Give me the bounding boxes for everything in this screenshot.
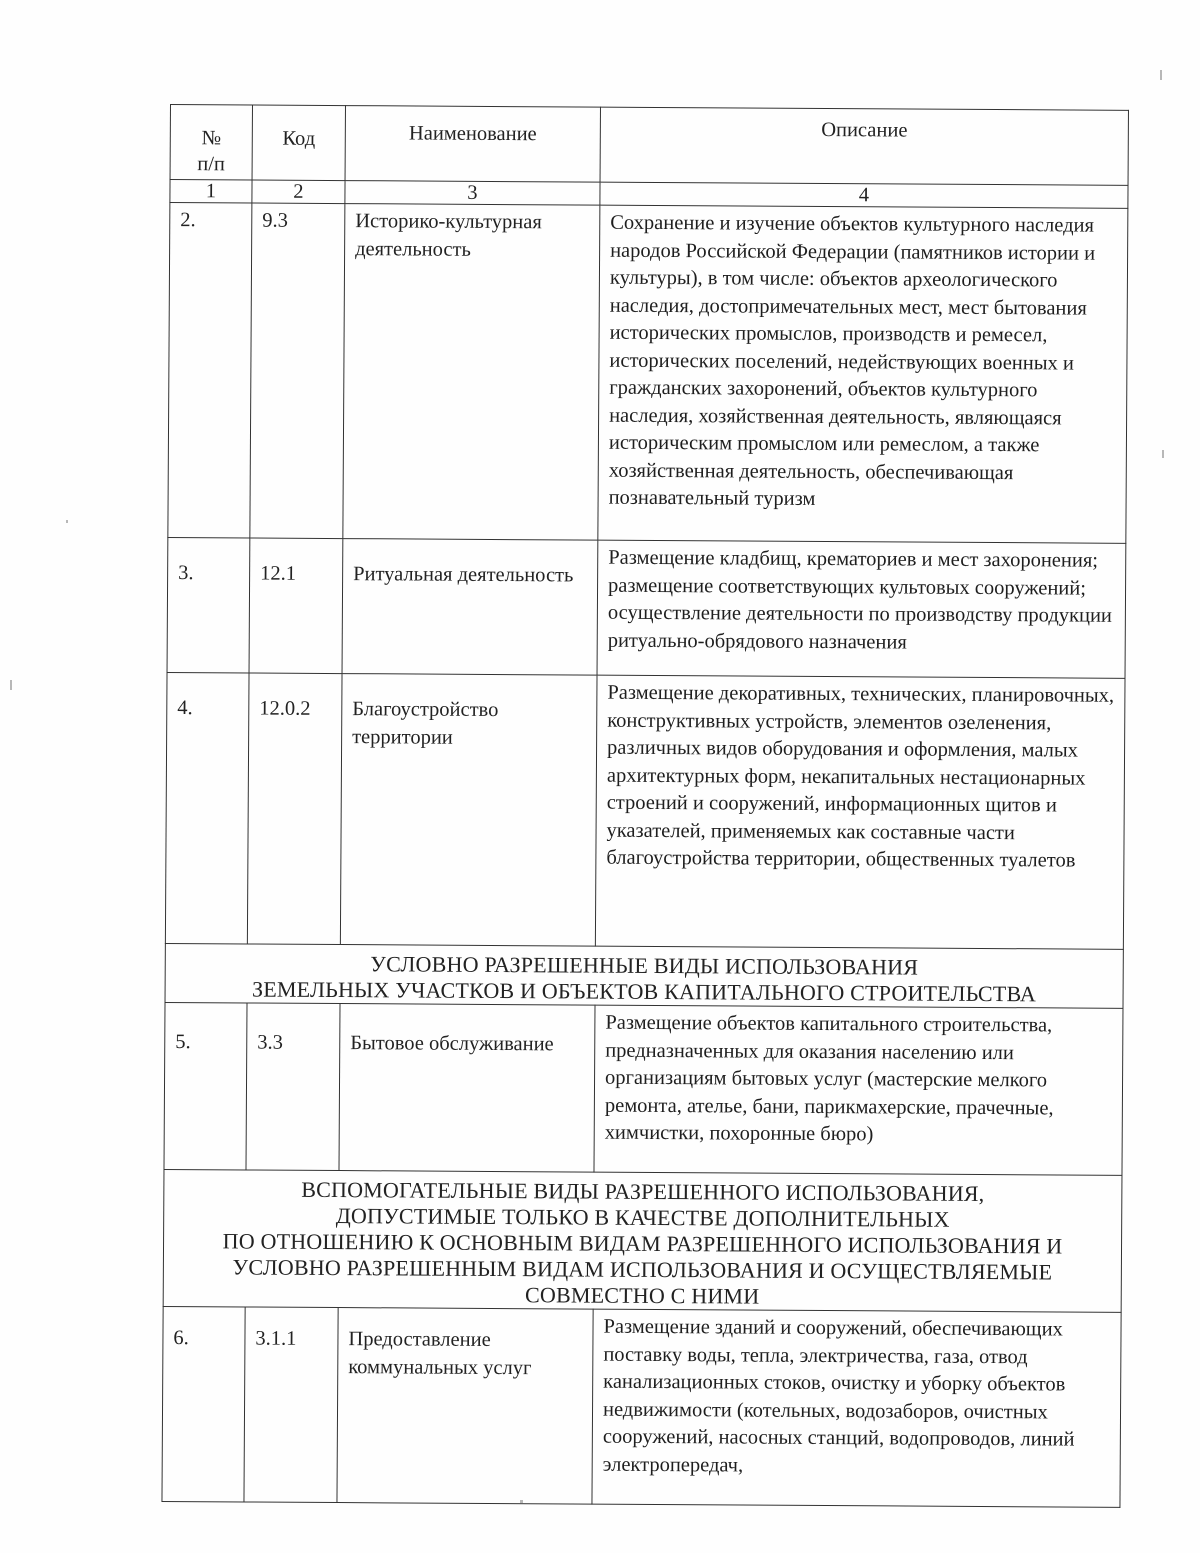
table-row bbox=[168, 203, 1128, 544]
row-code: 9.3 bbox=[250, 203, 345, 539]
row-description: Размещение объектов капитального строительства, предназначенных для оказания населению или организациям бытовых услуг (мастерские мелкого ремонта, ателье, бани, парикмахерские, прачечные, химчистки, похоронные бюро) bbox=[594, 1005, 1123, 1175]
row-description: Размещение кладбищ, крематориев и мест захоронения; размещение соответствующих культовых сооружений; осуществление деятельности по производству продукции ритуально-обрядового назначения bbox=[597, 540, 1126, 678]
header-row bbox=[170, 105, 1128, 186]
row-name: Ритуальная деятельность bbox=[342, 539, 598, 676]
row-description: Размещение зданий и сооружений, обеспечивающих поставку воды, тепла, электричества, газа, отвод канализационных стоков, очистку и уборку объектов недвижимости (котельных, водозаборов, очистных сооружений, насосных станций, водопроводов, линий электропередач, bbox=[592, 1309, 1121, 1507]
land-use-table bbox=[161, 104, 1129, 1508]
header-desc: Описание bbox=[600, 107, 1128, 185]
row-name: Благоустройство территории bbox=[340, 674, 597, 947]
row-code: 3.3 bbox=[246, 1003, 340, 1171]
column-number: 4 bbox=[600, 182, 1128, 208]
row-description: Сохранение и изучение объектов культурного наследия народов Российской Федерации (памятников истории и культуры), в том числе: объектов археологического наследия, достопримечательных мест, мест бытования исторических промыслов, производств и ремесел, исторических поселений, недействующих военных и гражданских захоронений, объектов культурного наследия, хозяйственная деятельность, являющаяся историческим промыслом или ремеслом, а также хозяйственная деятельность, обеспечивающая познавательный туризм bbox=[598, 205, 1128, 543]
row-code: 12.1 bbox=[249, 538, 343, 674]
section-heading-conditional: УСЛОВНО РАЗРЕШЕННЫЕ ВИДЫ ИСПОЛЬЗОВАНИЯ ЗЕМЕЛЬНЫХ УЧАСТКОВ И ОБЪЕКТОВ КАПИТАЛЬНОГО СТРОИТЕЛЬСТВА bbox=[165, 943, 1123, 1008]
section-heading-row bbox=[163, 1169, 1122, 1312]
row-description: Размещение декоративных, технических, планировочных, конструктивных устройств, элементов озеленения, различных видов оборудования и оформления, малых архитектурных форм, некапитальных нестационарных строений и сооружений, информационных щитов и указателей, применяемых как составные части благоустройства территории, общественных туалетов bbox=[595, 675, 1125, 949]
row-code: 3.1.1 bbox=[244, 1307, 338, 1503]
column-number: 3 bbox=[345, 181, 600, 206]
section-heading-row bbox=[165, 943, 1123, 1008]
table-row bbox=[162, 1306, 1121, 1507]
row-name: Бытовое обслуживание bbox=[339, 1004, 595, 1173]
scan-speck bbox=[1162, 450, 1164, 458]
table-row bbox=[165, 672, 1125, 949]
row-name: Историко-культурная деятельность bbox=[343, 204, 600, 541]
header-num: № п/п bbox=[170, 105, 252, 180]
column-number: 1 bbox=[170, 180, 252, 204]
row-number: 2. bbox=[168, 203, 252, 538]
section-heading-auxiliary: ВСПОМОГАТЕЛЬНЫЕ ВИДЫ РАЗРЕШЕННОГО ИСПОЛЬЗОВАНИЯ, ДОПУСТИМЫЕ ТОЛЬКО В КАЧЕСТВЕ ДОПОЛНИТЕЛЬНЫХ ПО ОТНОШЕНИЮ К ОСНОВНЫМ ВИДАМ РАЗРЕШЕННОГО ИСПОЛЬЗОВАНИЯ И УСЛОВНО РАЗРЕШЕННЫМ ВИДАМ ИСПОЛЬЗОВАНИЯ И ОСУЩЕСТВЛЯЕМЫЕ СОВМЕСТНО С НИМИ bbox=[163, 1169, 1122, 1312]
row-name: Предоставление коммунальных услуг bbox=[337, 1308, 593, 1505]
table-row bbox=[164, 1002, 1123, 1175]
column-number: 2 bbox=[252, 180, 345, 204]
row-code: 12.0.2 bbox=[247, 673, 342, 945]
table-row bbox=[167, 537, 1126, 678]
scan-speck bbox=[10, 680, 12, 690]
scan-speck bbox=[1160, 70, 1162, 80]
row-number: 3. bbox=[167, 537, 250, 672]
row-number: 6. bbox=[162, 1306, 245, 1501]
row-number: 5. bbox=[164, 1002, 247, 1169]
header-name: Наименование bbox=[345, 106, 600, 183]
scan-speck bbox=[66, 520, 68, 523]
row-number: 4. bbox=[165, 672, 249, 943]
header-code: Код bbox=[252, 105, 345, 181]
